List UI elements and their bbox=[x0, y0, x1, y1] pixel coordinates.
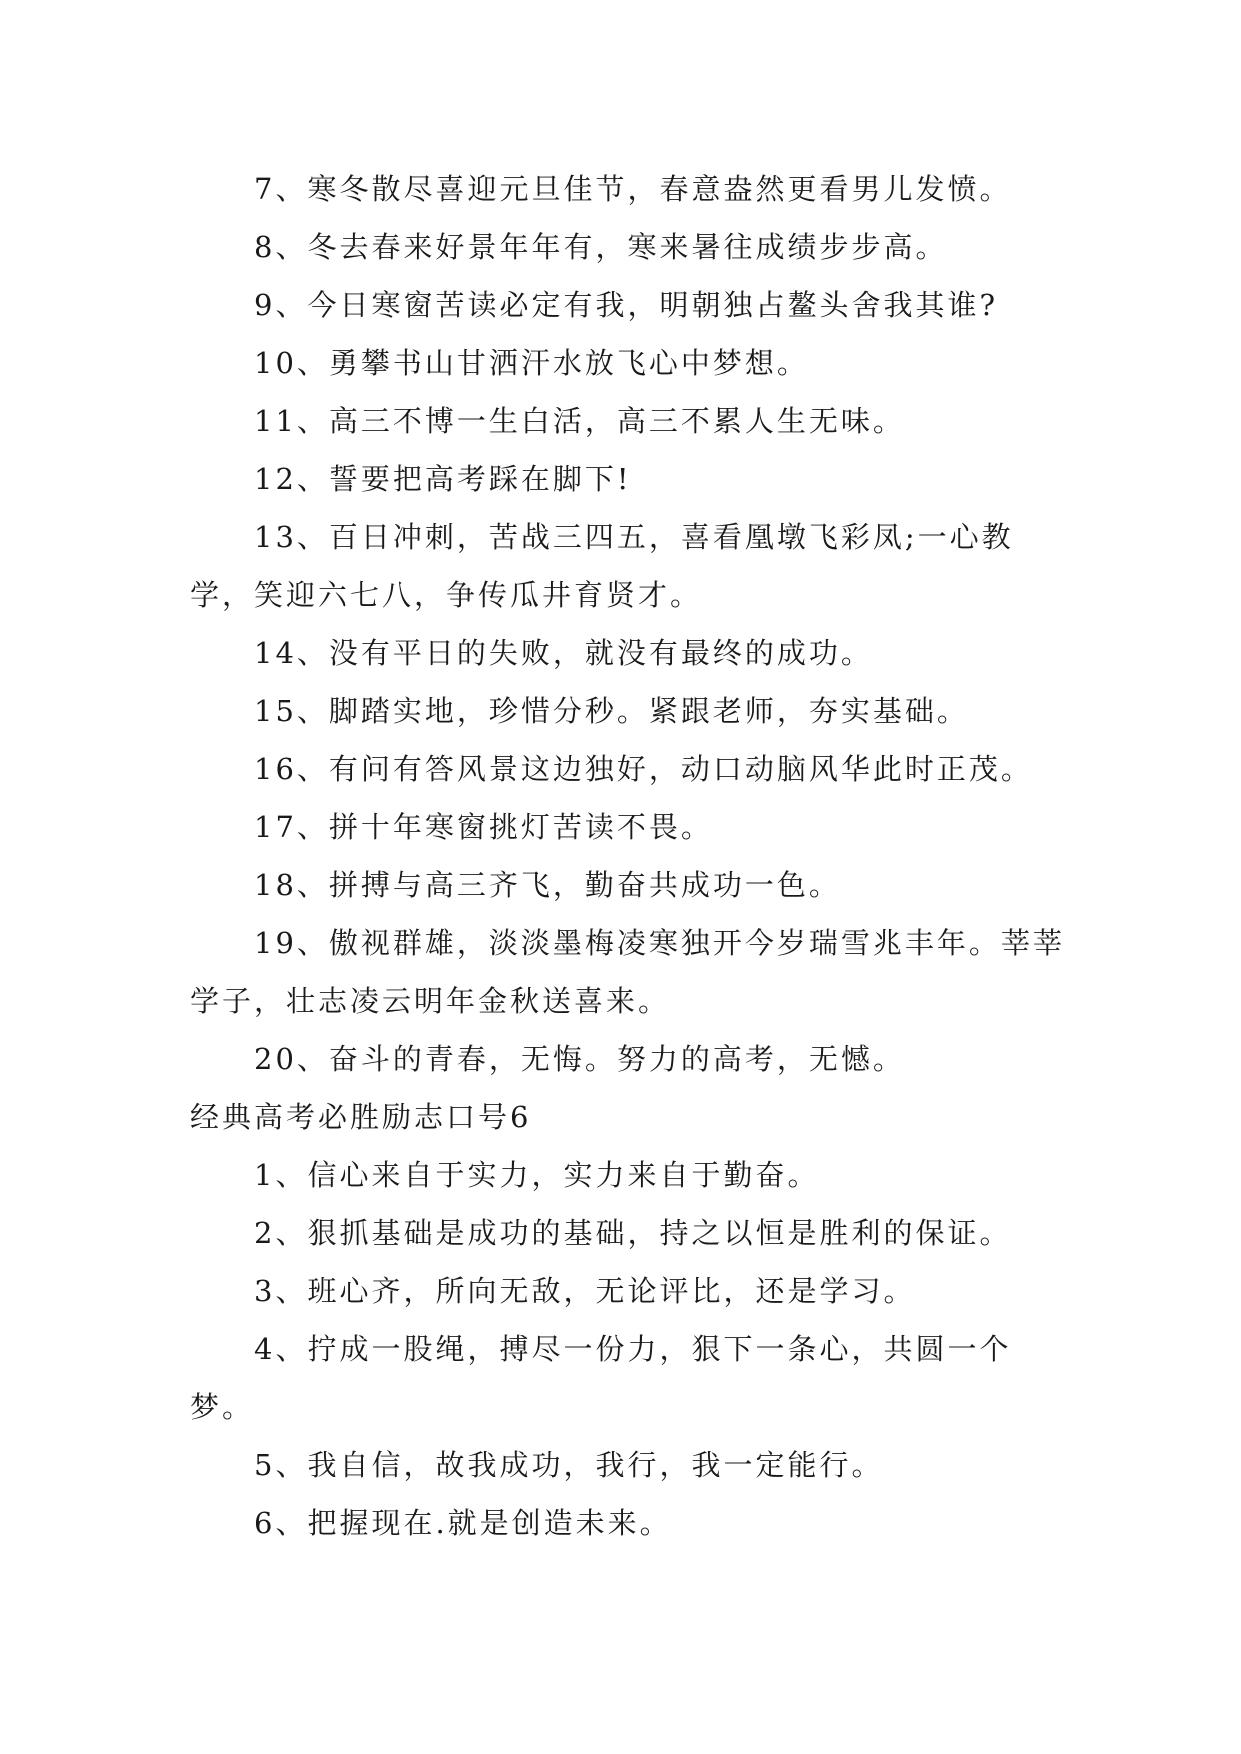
slogan-paragraph: 20、奋斗的青春，无悔。努力的高考，无憾。 bbox=[254, 1042, 905, 1076]
slogan-paragraph: 15、脚踏实地，珍惜分秒。紧跟老师，夯实基础。 bbox=[254, 694, 969, 728]
slogan-paragraph: 10、勇攀书山甘洒汗水放飞心中梦想。 bbox=[254, 346, 809, 380]
slogan-paragraph: 2、狠抓基础是成功的基础，持之以恒是胜利的保证。 bbox=[254, 1216, 1012, 1250]
slogan-paragraph: 9、今日寒窗苦读必定有我，明朝独占鳌头舍我其谁? bbox=[254, 288, 998, 322]
slogan-paragraph: 14、没有平日的失败，就没有最终的成功。 bbox=[254, 636, 873, 670]
slogan-paragraph: 6、把握现在.就是创造未来。 bbox=[254, 1506, 672, 1540]
slogan-paragraph: 4、拧成一股绳，搏尽一份力，狠下一条心，共圆一个梦。 bbox=[190, 1332, 1012, 1424]
slogan-paragraph: 13、百日冲刺，苦战三四五，喜看凰墩飞彩凤;一心教学，笑迎六七八，争传瓜井育贤才。 bbox=[190, 520, 1014, 612]
slogan-paragraph: 17、拼十年寒窗挑灯苦读不畏。 bbox=[254, 810, 713, 844]
slogan-paragraph: 16、有问有答风景这边独好，动口动脑风华此时正茂。 bbox=[254, 752, 1033, 786]
slogan-paragraph: 12、誓要把高考踩在脚下! bbox=[254, 462, 632, 496]
slogan-paragraph: 11、高三不博一生白活，高三不累人生无味。 bbox=[254, 404, 905, 438]
slogan-paragraph: 8、冬去春来好景年年有，寒来暑往成绩步步高。 bbox=[254, 230, 948, 264]
slogan-paragraph: 1、信心来自于实力，实力来自于勤奋。 bbox=[254, 1158, 820, 1192]
section-heading: 经典高考必胜励志口号6 bbox=[190, 1100, 532, 1134]
document-body bbox=[190, 160, 1070, 1552]
slogan-paragraph: 19、傲视群雄，淡淡墨梅凌寒独开今岁瑞雪兆丰年。莘莘学子，壮志凌云明年金秋送喜来。 bbox=[190, 926, 1065, 1018]
slogan-paragraph: 5、我自信，故我成功，我行，我一定能行。 bbox=[254, 1448, 884, 1482]
slogan-paragraph: 7、寒冬散尽喜迎元旦佳节，春意盎然更看男儿发愤。 bbox=[254, 172, 1012, 206]
slogan-paragraph: 3、班心齐，所向无敌，无论评比，还是学习。 bbox=[254, 1274, 916, 1308]
slogan-paragraph: 18、拼搏与高三齐飞，勤奋共成功一色。 bbox=[254, 868, 841, 902]
